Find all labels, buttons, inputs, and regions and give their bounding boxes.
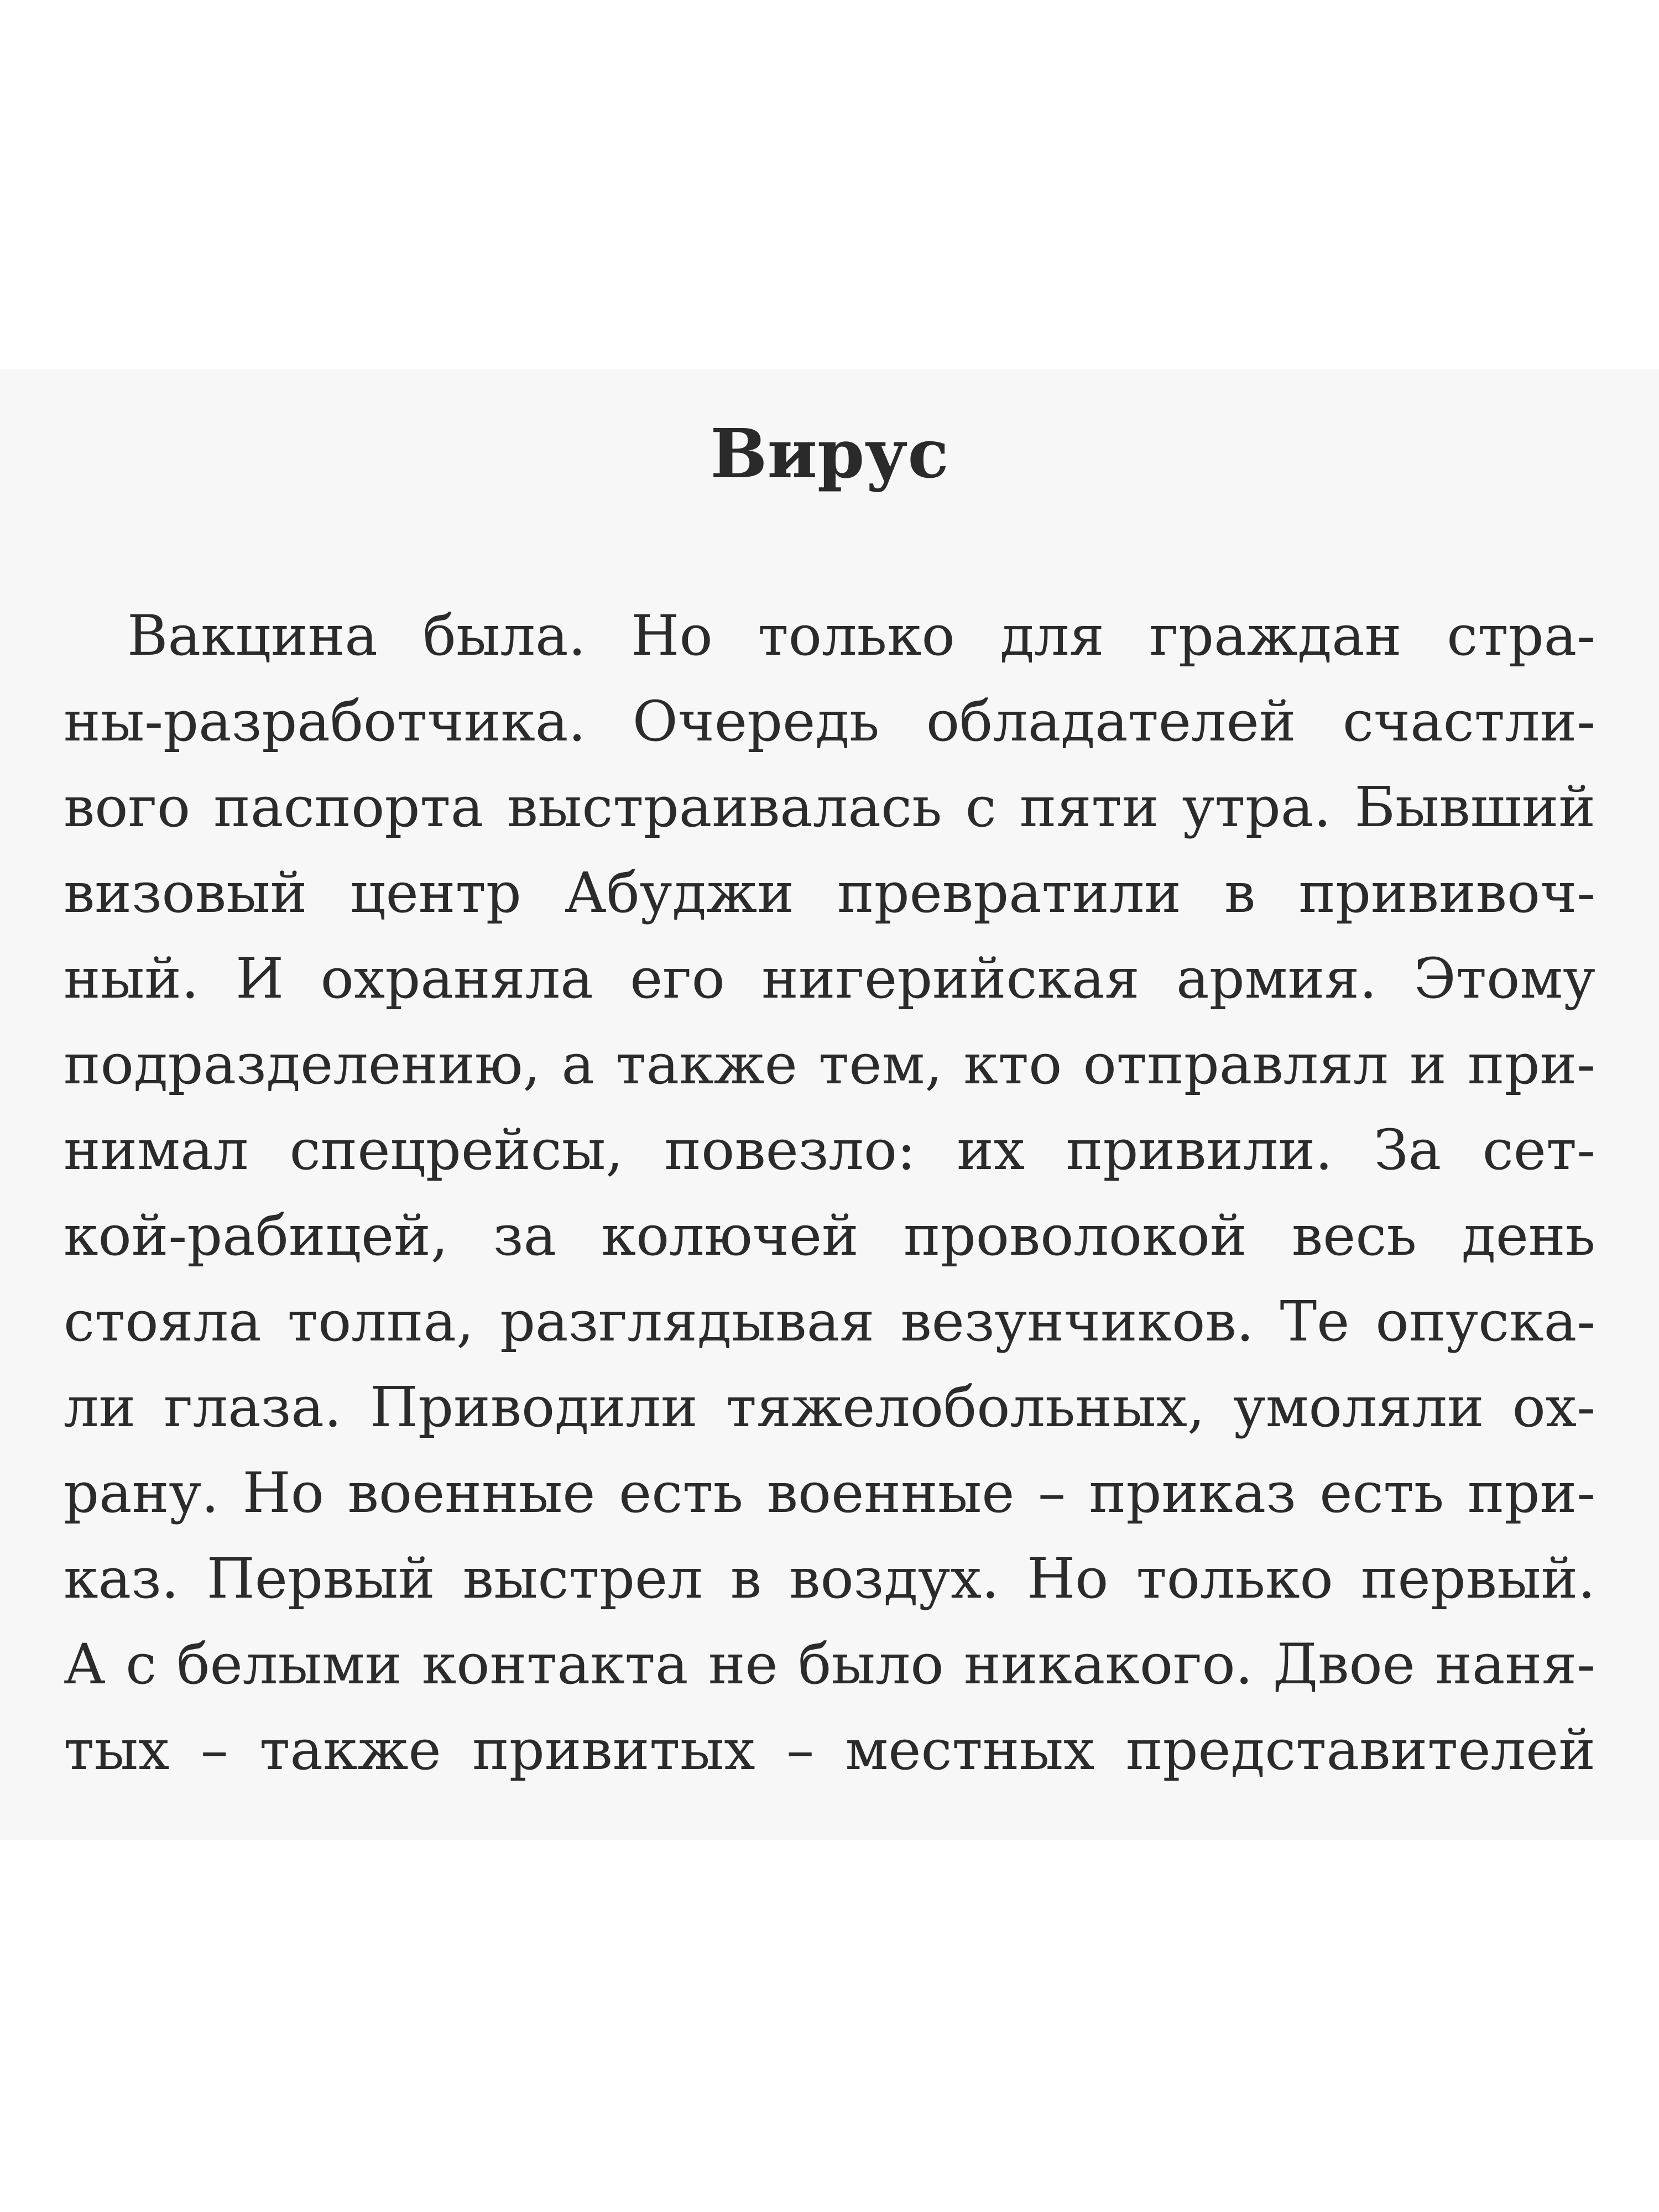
text-line: А с белыми контакта не было никакого. Двое наня-	[64, 1632, 1595, 1697]
text-line: стояла толпа, разглядывая везунчиков. Те опуска-	[64, 1289, 1595, 1354]
text-line: визовый центр Абуджи превратили в прививоч-	[64, 860, 1595, 925]
text-line: ный. И охраняла его нигерийская армия. Этому	[64, 946, 1595, 1011]
text-line: кой-рабицей, за колючей проволокой весь день	[64, 1203, 1595, 1268]
text-line: подразделению, а также тем, кто отправлял и при-	[64, 1032, 1595, 1097]
body-text	[64, 593, 1595, 1793]
text-line: каз. Первый выстрел в воздух. Но только первый.	[64, 1546, 1595, 1611]
page-title: Вирус	[710, 414, 949, 493]
text-line: ны-разработчика. Очередь обладателей счастли-	[64, 689, 1595, 754]
text-line: тых – также привитых – местных представителей	[64, 1718, 1595, 1782]
text-line: вого паспорта выстраивалась с пяти утра. Бывший	[64, 775, 1595, 839]
text-line: рану. Но военные есть военные – приказ есть при-	[64, 1460, 1595, 1525]
text-line: нимал спецрейсы, повезло: их привили. За сет-	[64, 1118, 1595, 1182]
text-line: Вакцина была. Но только для граждан стра-	[127, 603, 1595, 668]
text-line: ли глаза. Приводили тяжелобольных, умоляли ох-	[64, 1375, 1595, 1439]
